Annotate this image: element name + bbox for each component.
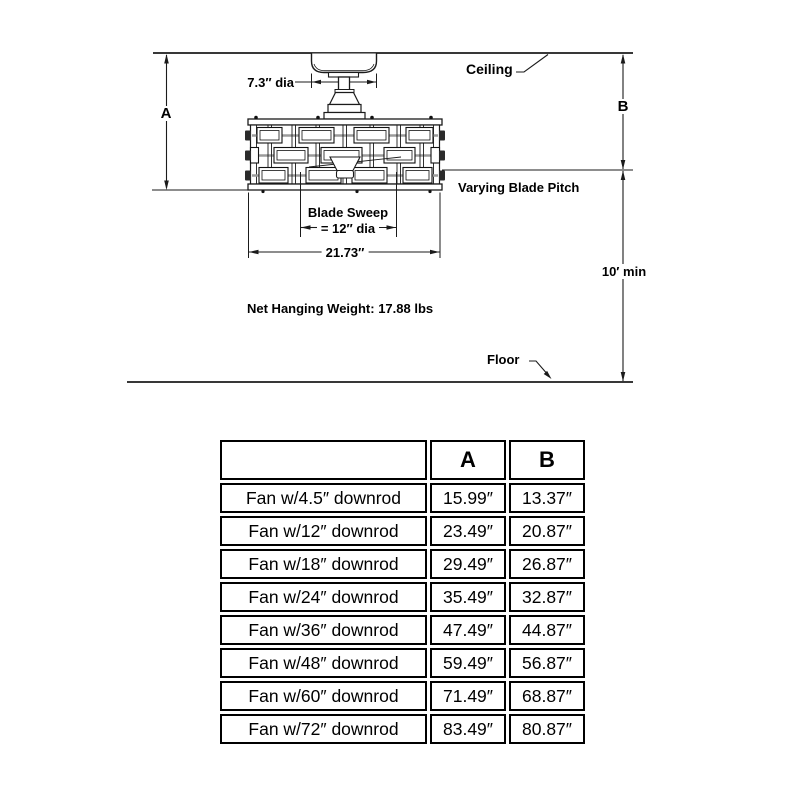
dim-b-cell: 26.87″ [509, 549, 585, 579]
header-downrod [220, 440, 427, 480]
dim-b-cell: 80.87″ [509, 714, 585, 744]
downrod-cell: Fan w/12″ downrod [220, 516, 427, 546]
fan-width-label: 21.73″ [322, 245, 369, 260]
downrod-cell: Fan w/48″ downrod [220, 648, 427, 678]
ceiling-leader-line [516, 55, 548, 73]
dim-a-cell: 83.49″ [430, 714, 506, 744]
ceiling-label: Ceiling [466, 61, 513, 77]
table-row [220, 516, 585, 546]
downrod [324, 77, 365, 119]
table-row [220, 615, 585, 645]
dim-a-cell: 71.49″ [430, 681, 506, 711]
table-row [220, 549, 585, 579]
table-row [220, 483, 585, 513]
downrod-cell: Fan w/60″ downrod [220, 681, 427, 711]
downrod-cell: Fan w/18″ downrod [220, 549, 427, 579]
downrod-cell: Fan w/36″ downrod [220, 615, 427, 645]
downrod-cell: Fan w/24″ downrod [220, 582, 427, 612]
downrod-dimension-table [217, 437, 588, 747]
table-row [220, 648, 585, 678]
dim-b-cell: 68.87″ [509, 681, 585, 711]
dim-b-cell: 13.37″ [509, 483, 585, 513]
floor-leader-arrow [544, 371, 552, 379]
downrod-cell: Fan w/4.5″ downrod [220, 483, 427, 513]
canopy [312, 54, 377, 78]
dim-a-cell: 47.49″ [430, 615, 506, 645]
header-dim-a: A [430, 440, 506, 480]
dim-a-cell: 59.49″ [430, 648, 506, 678]
varying-blade-pitch-label: Varying Blade Pitch [458, 180, 580, 195]
downrod-cell: Fan w/72″ downrod [220, 714, 427, 744]
dim-a-cell: 23.49″ [430, 516, 506, 546]
dim-a-cell: 29.49″ [430, 549, 506, 579]
dim-b-cell: 44.87″ [509, 615, 585, 645]
header-dim-b: B [509, 440, 585, 480]
dim-b-cell: 32.87″ [509, 582, 585, 612]
table-row [220, 681, 585, 711]
blade-sweep-dia-label: = 12″ dia [320, 221, 376, 236]
fan-body [245, 116, 445, 193]
dimension-b-label: B [615, 99, 632, 114]
dim-a-cell: 35.49″ [430, 582, 506, 612]
dimension-a [152, 54, 251, 190]
dim-b-cell: 20.87″ [509, 516, 585, 546]
table-row [220, 714, 585, 744]
table-header-row [220, 440, 585, 480]
dim-b-cell: 56.87″ [509, 648, 585, 678]
canopy-diameter-label: 7.3″ dia [247, 75, 294, 90]
table-row [220, 582, 585, 612]
net-weight-label: Net Hanging Weight: 17.88 lbs [247, 301, 434, 316]
floor-label: Floor [487, 352, 520, 367]
min-clearance-label: 10′ min [598, 264, 650, 279]
dim-a-cell: 15.99″ [430, 483, 506, 513]
blade-sweep-label: Blade Sweep [307, 205, 389, 220]
dimension-a-label: A [158, 106, 175, 121]
